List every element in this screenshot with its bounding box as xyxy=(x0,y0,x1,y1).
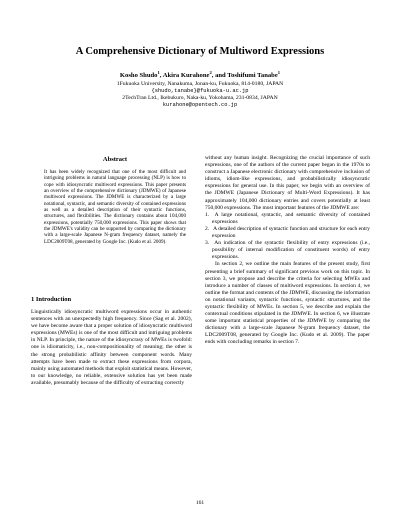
intro-text: Linguistically idiosyncratic multiword expressions occur in authentic sentences with an unexpectedly high frequency. Since (Sag et al. 2002), we have become aware that a proper solution of idiosyncratic multiword expressions (MWEs) is one of the most difficult and intriguing problems in NLP. In principle, the nature of the idiosyncrasy of MWEs is twofold: one is idiomaticity, i.e., non-compositionality of meaning; the other is the strong probabilistic affinity between component words. Many attempts have been made to extract these expressions from corpora, mainly using automated methods that exploit statistical means. However, to our knowledge, no reliable, extensive solution has yet been made available, presumably because of the difficulty of extracting correctly xyxy=(31,309,192,386)
author-name: Toshifumi Tanabe xyxy=(227,72,278,79)
email-1: {shudo,tanabe}@fukuoka-u.ac.jp xyxy=(151,88,249,94)
right-paragraph: In section 2, we outline the main features of the present study, first presenting a brief summary of significant previous work on this topic. In section 3, we propose and describe the criteria for selecting MWEs and introduce a number of classes of multiword expressions. In section 4, we outline the format and contents of the JDMWE, discussing the information on notational variants, syntactic functions, syntactic structures, and the syntactic flexibility of MWEs. In section 5, we describe and explain the contextual conditions stipulated in the JDMWE. In section 6, we illustrate some important statistical properties of the JDMWE by comparing the dictionary with a large-scale Japanese N-gram frequency dataset, the LDC2009T08, generated by Google Inc. (Kudo et al. 2009). The paper ends with concluding remarks in section 7. xyxy=(205,261,370,346)
page-number: 161 xyxy=(195,500,205,506)
list-text: A detailed description of syntactic function and structure for each entry expression xyxy=(212,225,370,240)
author-name: Kosho Shudo xyxy=(119,72,158,79)
list-item xyxy=(205,226,370,240)
affiliation-1: 1Fukuoka University, Nanakuma, Jonan-ku, Fukuoka, 814-0180, JAPAN xyxy=(116,81,284,87)
list-text: A large notational, syntactic, and semantic diversity of contained expressions xyxy=(212,211,370,225)
list-item xyxy=(205,212,370,226)
list-number: 2. xyxy=(205,225,210,232)
feature-list xyxy=(205,212,370,262)
paper-title: A Comprehensive Dictionary of Multiword Expressions xyxy=(75,46,325,57)
right-paragraph: without any human insight. Recognizing the crucial importance of such expressions, one of the authors of the current paper began in the 1970s to construct a Japanese electronic dictionary with comprehensive inclusion of idioms, idiom-like expressions, and probabilistically idiosyncratic expressions for general use. In this paper, we begin with an overview of the JDMWE (Japanese Dictionary of Multi-Word Expressions). It has approximately 104,000 dictionary entries and covers potentially at least 750,000 expressions. The most important features of the JDMWE are: xyxy=(205,155,370,211)
author-separator: , xyxy=(159,72,163,79)
list-number: 3. xyxy=(205,240,210,247)
author-separator: , and xyxy=(211,72,228,79)
author-affiliation-mark: 2 xyxy=(209,69,212,75)
list-item xyxy=(205,240,370,261)
author-name: Akira Kurahone xyxy=(162,72,210,79)
email-2: kurahone@opentech.co.jp xyxy=(162,102,238,108)
abstract-text: It has been widely recognized that one of the most difficult and intriguing problems in natural language processing (NLP) is how to cope with idiosyncratic multiword expressions. This paper presents an overview of the comprehensive dictionary (JDMWE) of Japanese multiword expressions. The JDMWE is characterized by a large notational, syntactic, and semantic diversity of contained expressions as well as a detailed description of their syntactic functions, structures, and flexibilities. The dictionary contains about 104,000 expressions, potentially 750,000 expressions. This paper shows that the JDMWE's validity can be supported by comparing the dictionary with a large-scale Japanese N-gram frequency dataset, namely the LDC2009T08, generated by Google Inc. (Kudo et al. 2009). xyxy=(44,169,186,245)
affiliation-2: 2TechTran Ltd., Ikebukuro, Naka-ku, Yokohama, 231-0834, JAPAN xyxy=(122,95,278,101)
abstract-heading: Abstract xyxy=(102,156,128,163)
author-affiliation-mark: 1 xyxy=(277,69,281,75)
right-column xyxy=(205,155,370,347)
author-list xyxy=(30,69,370,80)
author-affiliation-mark: 1 xyxy=(157,69,160,75)
list-text: An indication of the syntactic flexibility of entry expressions (i.e., possibility of internal modification of constituent words) of entry expressions. xyxy=(212,240,370,261)
section-heading: 1 Introduction xyxy=(31,296,72,303)
list-number: 1. xyxy=(205,211,210,218)
